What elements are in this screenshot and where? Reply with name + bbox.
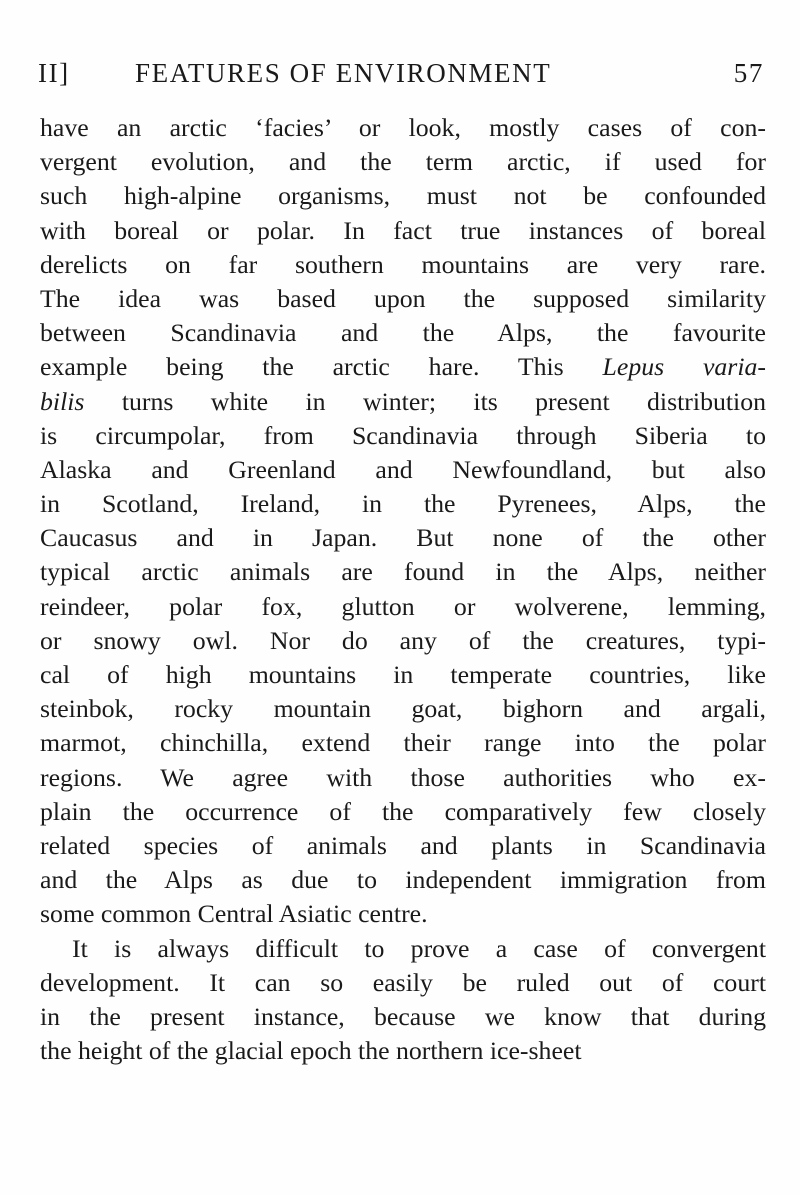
text-run: in the present instance, because we know that during <box>40 1001 766 1031</box>
text-run: regions. We agree with those authorities who ex- <box>40 762 766 792</box>
text-run: turns white in winter; its present distribution <box>84 386 766 416</box>
text-line <box>40 795 766 829</box>
text-run: vergent evolution, and the term arctic, if used for <box>40 147 766 177</box>
running-title: FEATURES OF ENVIRONMENT <box>135 58 552 88</box>
text-line <box>40 897 766 931</box>
text-run: between Scandinavia and the Alps, the favourite <box>40 318 766 348</box>
text-run: such high-alpine organisms, must not be confounded <box>40 181 766 211</box>
text-line <box>40 316 766 350</box>
text-run: example being the arctic hare. This <box>40 352 603 382</box>
text-line <box>40 555 766 589</box>
text-line <box>40 761 766 795</box>
text-run: Caucasus and in Japan. But none of the other <box>40 523 766 553</box>
text-line <box>40 726 766 760</box>
text-run: derelicts on far southern mountains are very rare. <box>40 249 766 279</box>
running-head <box>38 58 764 98</box>
text-run: Alaska and Greenland and Newfoundland, but also <box>40 454 766 484</box>
text-run: typical arctic animals are found in the Alps, neither <box>40 557 766 587</box>
chapter-number: II] <box>38 58 70 88</box>
text-run: The idea was based upon the supposed similarity <box>40 283 766 313</box>
text-line <box>40 1034 766 1068</box>
text-run: have an arctic ‘facies’ or look, mostly cases of con- <box>40 113 766 142</box>
text-run: with boreal or polar. In fact true instances of boreal <box>40 215 766 245</box>
page-number: 57 <box>733 58 764 88</box>
text-run: marmot, chinchilla, extend their range into the polar <box>40 728 766 758</box>
text-line <box>40 521 766 555</box>
text-line <box>40 1000 766 1034</box>
text-run: is circumpolar, from Scandinavia through Siberia to <box>40 420 766 450</box>
text-line <box>40 863 766 897</box>
text-line <box>40 248 766 282</box>
text-line <box>40 350 766 384</box>
text-run: the height of the glacial epoch the northern ice-sheet <box>40 1036 582 1066</box>
text-line <box>40 692 766 726</box>
text-line <box>40 214 766 248</box>
text-line <box>40 282 766 316</box>
text-line <box>40 453 766 487</box>
text-line <box>40 658 766 692</box>
text-run: development. It can so easily be ruled out of court <box>40 967 766 997</box>
text-line <box>40 624 766 658</box>
text-line <box>40 966 766 1000</box>
text-run: some common Central Asiatic centre. <box>40 899 428 929</box>
text-line <box>40 487 766 521</box>
text-run: in Scotland, Ireland, in the Pyrenees, Alps, the <box>40 489 766 519</box>
text-line <box>40 829 766 863</box>
italic-text: Lepus varia- <box>602 352 766 382</box>
text-line <box>40 385 766 419</box>
text-run: steinbok, rocky mountain goat, bighorn and argali, <box>40 694 766 724</box>
text-line <box>40 932 766 966</box>
body-text <box>40 111 766 1068</box>
text-run: or snowy owl. Nor do any of the creatures, typi- <box>40 625 766 655</box>
text-run: It is always difficult to prove a case of convergent <box>72 933 766 963</box>
text-line <box>40 179 766 213</box>
text-run: and the Alps as due to independent immigration from <box>40 865 766 895</box>
text-line <box>40 111 766 145</box>
italic-text: bilis <box>40 386 85 416</box>
text-run: cal of high mountains in temperate countries, like <box>40 660 766 689</box>
text-line <box>40 419 766 453</box>
text-line <box>40 145 766 179</box>
text-run: related species of animals and plants in Scandinavia <box>40 830 766 860</box>
text-run: reindeer, polar fox, glutton or wolverene, lemming, <box>40 591 766 621</box>
text-run: plain the occurrence of the comparatively few closely <box>40 796 766 826</box>
text-line <box>40 590 766 624</box>
